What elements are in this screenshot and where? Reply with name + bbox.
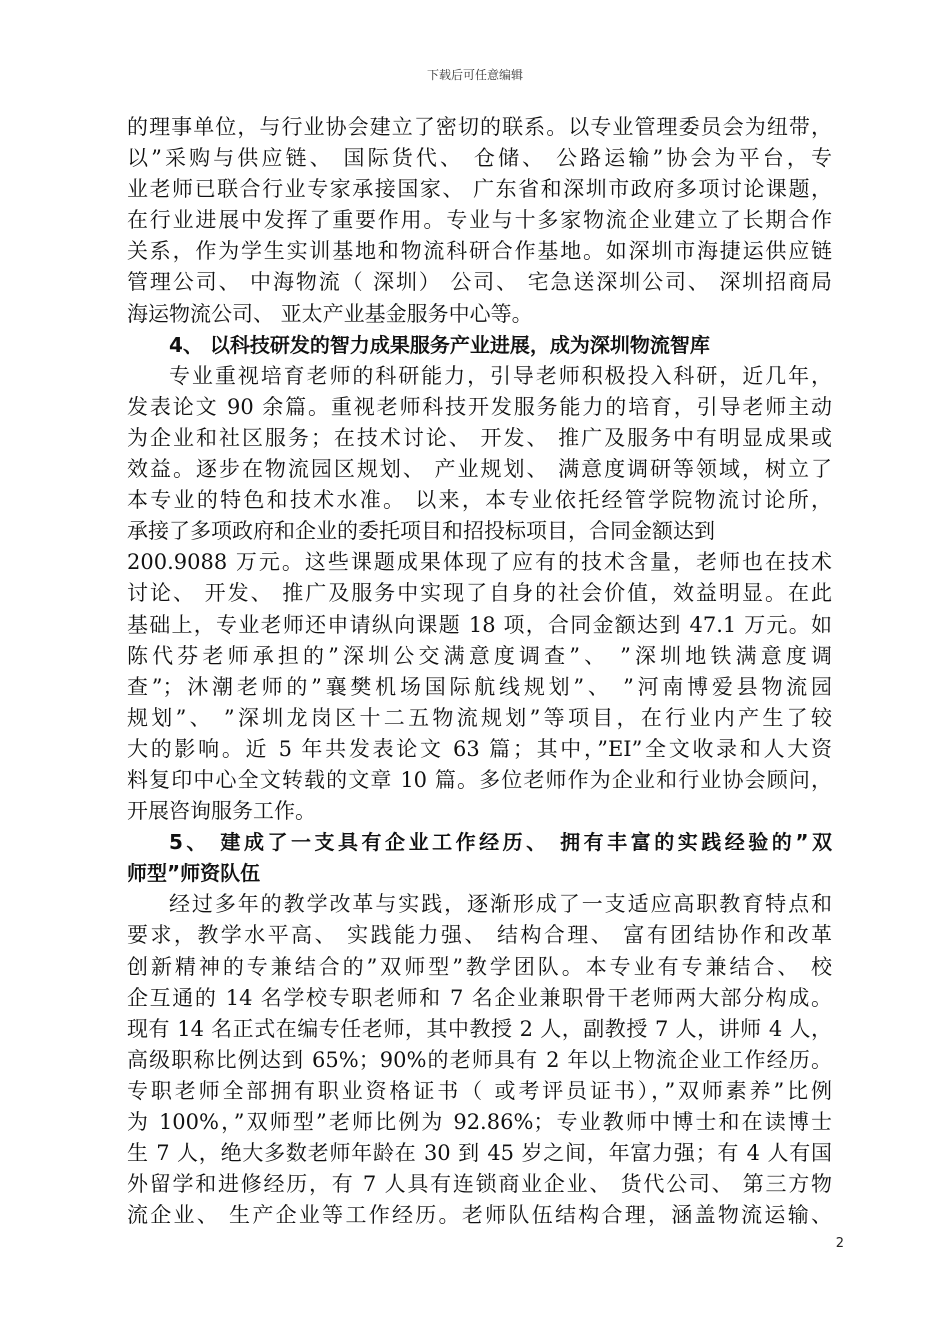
- body-text-line: 关系，作为学生实训基地和物流科研合作基地。如深圳市海捷运供应链: [127, 239, 832, 264]
- document-body: [127, 112, 832, 1231]
- body-text-line: 管理公司、 中海物流（ 深圳） 公司、 宅急送深圳公司、 深圳招商局: [127, 270, 832, 295]
- body-text-line: 专业重视培育老师的科研能力，引导老师积极投入科研，近几年，: [169, 363, 832, 388]
- body-text-line: 海运物流公司、 亚太产业基金服务中心等。: [127, 301, 533, 326]
- body-text-line: 为 100%，”双师型”老师比例为 92.86%；专业教师中博士和在读博士: [127, 1110, 832, 1134]
- body-text-line: 讨论、 开发、 推广及服务中实现了自身的社会价值，效益明显。在此: [127, 581, 832, 606]
- body-text-line: 本专业的特色和技术水准。 以来，本专业依托经管学院物流讨论所，: [127, 488, 832, 513]
- body-text-line: 料复印中心全文转载的文章 10 篇。多位老师作为企业和行业协会顾问，: [127, 767, 832, 792]
- page-number: 2: [835, 1236, 844, 1251]
- body-text-line: 生 7 人，绝大多数老师年龄在 30 到 45 岁之间，年富力强；有 4 人有国: [127, 1141, 832, 1166]
- body-text-line: 以”采购与供应链、 国际货代、 仓储、 公路运输”协会为平台，专: [127, 146, 832, 171]
- body-text-line: 开展咨询服务工作。: [127, 799, 316, 824]
- body-text-line: 200.9088 万元。这些课题成果体现了应有的技术含量，老师也在技术: [127, 550, 832, 575]
- body-text-line: 承接了多项政府和企业的委托项目和招投标项目，合同金额达到: [127, 519, 715, 544]
- body-text-line: 外留学和进修经历，有 7 人具有连锁商业企业、 货代公司、 第三方物: [127, 1172, 832, 1197]
- body-text-line: 陈代芬老师承担的”深圳公交满意度调查”、 ”深圳地铁满意度调: [127, 643, 832, 668]
- body-text-line: 经过多年的教学改革与实践，逐渐形成了一支适应高职教育特点和: [169, 892, 832, 917]
- body-text-line: 效益。逐步在物流园区规划、 产业规划、 满意度调研等领域，树立了: [127, 457, 832, 482]
- body-text-line: 的理事单位，与行业协会建立了密切的联系。以专业管理委员会为纽带，: [127, 115, 832, 139]
- body-text-line: 在行业进展中发挥了重要作用。专业与十多家物流企业建立了长期合作: [127, 208, 832, 233]
- body-text-line: 高级职称比例达到 65%；90%的老师具有 2 年以上物流企业工作经历。: [127, 1047, 832, 1072]
- body-text-line: 流企业、 生产企业等工作经历。老师队伍结构合理，涵盖物流运输、: [127, 1203, 832, 1228]
- section-heading-line: 5、 建成了一支具有企业工作经历、 拥有丰富的实践经验的”双: [169, 830, 832, 855]
- body-text-line: 基础上，专业老师还申请纵向课题 18 项，合同金额达到 47.1 万元。如: [127, 612, 832, 637]
- body-text-line: 创新精神的专兼结合的”双师型”教学团队。本专业有专兼结合、 校: [127, 954, 832, 979]
- section-heading-line: 4、 以科技研发的智力成果服务产业进展，成为深圳物流智库: [169, 332, 710, 357]
- body-text-line: 发表论文 90 余篇。重视老师科技开发服务能力的培育，引导老师主动: [127, 394, 832, 419]
- body-text-line: 现有 14 名正式在编专任老师，其中教授 2 人，副教授 7 人，讲师 4 人，: [127, 1016, 832, 1041]
- body-text-line: 为企业和社区服务；在技术讨论、 开发、 推广及服务中有明显成果或: [127, 425, 832, 450]
- body-text-line: 企互通的 14 名学校专职老师和 7 名企业兼职骨干老师两大部分构成。: [127, 985, 832, 1010]
- body-text-line: 要求，教学水平高、 实践能力强、 结构合理、 富有团结协作和改革: [127, 923, 832, 948]
- section-heading-line: 师型”师资队伍: [127, 861, 261, 886]
- body-text-line: 业老师已联合行业专家承接国家、 广东省和深圳市政府多项讨论课题，: [127, 177, 832, 202]
- page-header: 下载后可任意编辑: [426, 68, 523, 82]
- body-text-line: 大的影响。近 5 年共发表论文 63 篇；其中，”EI”全文收录和人大资: [127, 736, 832, 761]
- body-text-line: 查”；沐潮老师的”襄樊机场国际航线规划”、 ”河南博爱县物流园: [127, 674, 832, 699]
- body-text-line: 规划”、 ”深圳龙岗区十二五物流规划”等项目，在行业内产生了较: [127, 705, 832, 730]
- body-text-line: 专职老师全部拥有职业资格证书（ 或考评员证书），”双师素养”比例: [127, 1078, 832, 1103]
